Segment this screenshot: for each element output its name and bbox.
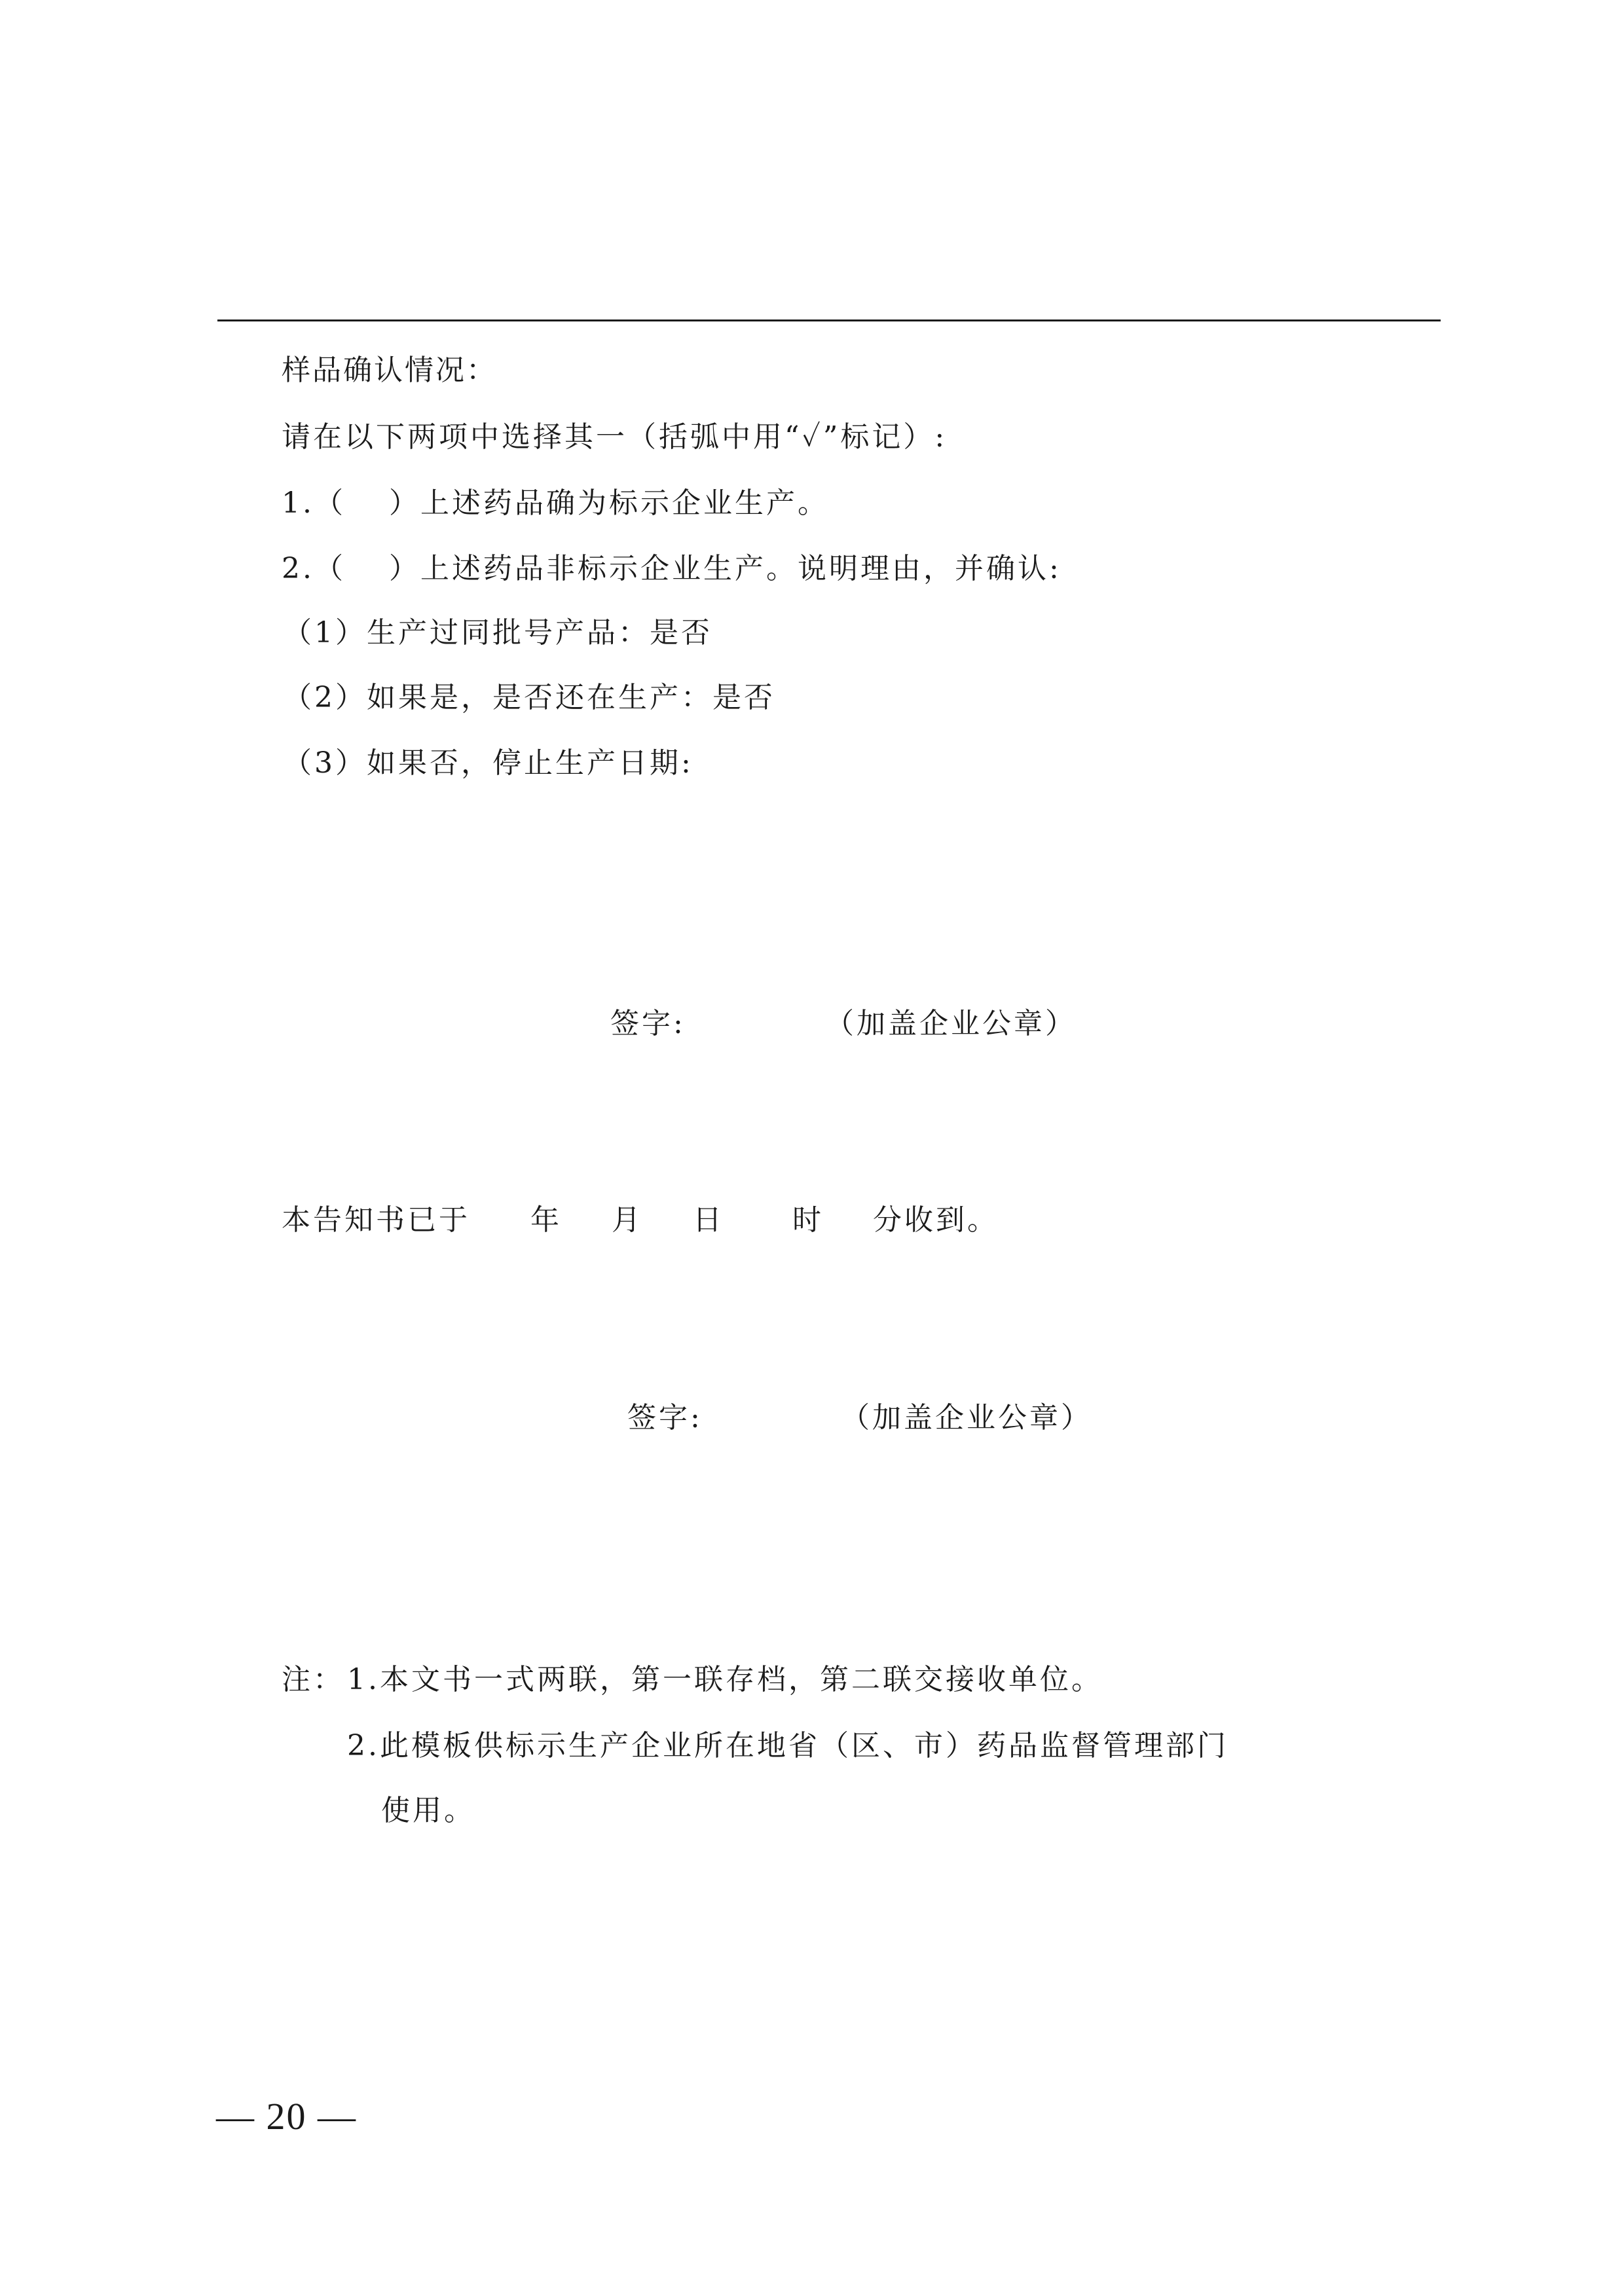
- note-2-line-1: 2.此模板供标示生产企业所在地省（区、市）药品监督管理部门: [347, 1729, 1228, 1762]
- receipt-year: 年: [530, 1203, 562, 1237]
- instruction-text: 请在以下两项中选择其一（括弧中用“✓”标记）:: [282, 420, 948, 454]
- sub-item-1: （1）生产过同批号产品：是否: [283, 616, 712, 649]
- section-heading: 样品确认情况：: [282, 354, 497, 387]
- receipt-suffix: 分收到。: [873, 1203, 999, 1237]
- sub-item-2: （2）如果是，是否还在生产：是否: [283, 681, 775, 714]
- signature-2-seal: （加盖企业公章）: [841, 1401, 1092, 1434]
- top-rule: [217, 319, 1441, 321]
- option-1-text: 1.（ ）上述药品确为标示企业生产。: [282, 486, 829, 520]
- signature-1-seal: （加盖企业公章）: [825, 1007, 1077, 1040]
- option-2-text: 2.（ ）上述药品非标示企业生产。说明理由，并确认:: [282, 552, 1061, 585]
- signature-2-label: 签字:: [627, 1401, 703, 1434]
- receipt-prefix: 本告知书已于: [282, 1203, 470, 1237]
- note-2-line-2: 使用。: [381, 1794, 475, 1827]
- note-1: 1.本文书一式两联，第一联存档，第二联交接收单位。: [347, 1663, 1103, 1696]
- receipt-hour: 时: [792, 1203, 824, 1237]
- signature-1-label: 签字:: [610, 1007, 686, 1040]
- receipt-day: 日: [693, 1203, 724, 1237]
- sub-item-3: （3）如果否，停止生产日期:: [283, 746, 693, 780]
- receipt-month: 月: [612, 1203, 643, 1237]
- notes-label: 注：: [282, 1663, 344, 1696]
- page-number: — 20 —: [216, 2095, 357, 2138]
